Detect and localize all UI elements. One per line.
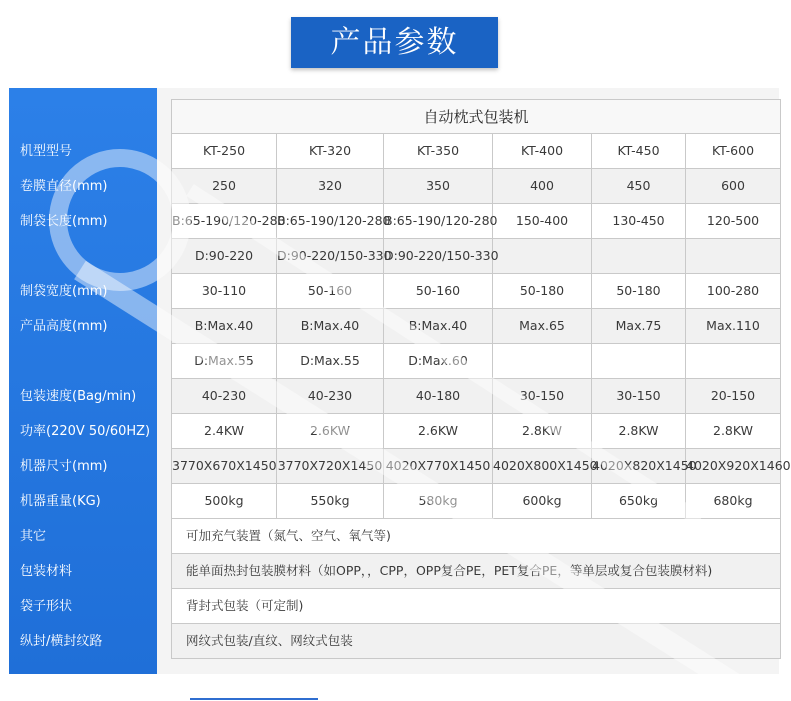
table-cell: 400: [493, 169, 592, 204]
row-label: 包装材料: [20, 564, 73, 579]
row-label: 制袋宽度(mm): [20, 284, 108, 299]
table-cell: B:Max.40: [384, 309, 493, 344]
row-label: 机器重量(KG): [20, 494, 101, 509]
table-cell: KT-350: [384, 134, 493, 169]
table-cell: B:65-190/120-280: [277, 204, 384, 239]
row-label: 机器尺寸(mm): [20, 459, 108, 474]
table-cell: [592, 344, 686, 379]
table-cell: Max.110: [686, 309, 781, 344]
table-cell: 2.8KW: [493, 414, 592, 449]
table-cell-wide: 背封式包装（可定制): [171, 589, 781, 624]
table-cell: 320: [277, 169, 384, 204]
table-cell: Max.65: [493, 309, 592, 344]
table-cell: 580kg: [384, 484, 493, 519]
table-cell: 4020X800X1450: [493, 449, 592, 484]
table-cell: 2.8KW: [686, 414, 781, 449]
table-cell: 50-180: [592, 274, 686, 309]
table-cell: [592, 239, 686, 274]
table-cell: 4020X770X1450: [384, 449, 493, 484]
table-cell: KT-600: [686, 134, 781, 169]
table-cell: 3770X720X1450: [277, 449, 384, 484]
table-cell: B:Max.40: [277, 309, 384, 344]
table-cell: 40-230: [171, 379, 277, 414]
table-cell: KT-320: [277, 134, 384, 169]
row-label: 包装速度(Bag/min): [20, 389, 137, 404]
table-cell-wide: 能单面热封包装膜材料（如OPP，，CPP，OPP复合PE，PET复合PE，等单层或复合包装膜材料): [171, 554, 781, 589]
table-cell: 500kg: [171, 484, 277, 519]
table-cell-wide: 可加充气装置（氮气、空气、氧气等): [171, 519, 781, 554]
table-cell: 3770X670X1450: [171, 449, 277, 484]
table-cell-wide: 网纹式包装/直纹、网纹式包装: [171, 624, 781, 659]
table-cell: D:90-220/150-330: [277, 239, 384, 274]
table-cell: 130-450: [592, 204, 686, 239]
table-cell: 600: [686, 169, 781, 204]
table-cell: KT-250: [171, 134, 277, 169]
table-header: 自动枕式包装机: [171, 99, 781, 134]
table-cell: 250: [171, 169, 277, 204]
table-cell: 450: [592, 169, 686, 204]
table-cell: D:Max.55: [171, 344, 277, 379]
row-label: 袋子形状: [20, 599, 73, 614]
table-cell: 550kg: [277, 484, 384, 519]
table-cell: 30-110: [171, 274, 277, 309]
table-cell: 20-150: [686, 379, 781, 414]
table-cell: 120-500: [686, 204, 781, 239]
table-cell: 40-180: [384, 379, 493, 414]
table-cell: B:65-190/120-280: [171, 204, 277, 239]
page-title: 产品参数: [291, 17, 498, 68]
table-cell: 2.6KW: [277, 414, 384, 449]
row-label: 功率(220V 50/60HZ): [20, 424, 151, 439]
table-cell: D:Max.60: [384, 344, 493, 379]
row-label: 纵封/横封纹路: [20, 634, 103, 649]
row-label: 机型型号: [20, 144, 73, 159]
table-cell: D:Max.55: [277, 344, 384, 379]
table-cell: 100-280: [686, 274, 781, 309]
table-cell: 50-160: [384, 274, 493, 309]
table-cell: 650kg: [592, 484, 686, 519]
table-cell: KT-450: [592, 134, 686, 169]
table-cell: 40-230: [277, 379, 384, 414]
bottom-divider: [190, 698, 318, 700]
table-cell: B:Max.40: [171, 309, 277, 344]
table-cell: [686, 344, 781, 379]
table-cell: D:90-220/150-330: [384, 239, 493, 274]
row-label: 制袋长度(mm): [20, 214, 108, 229]
table-cell: 600kg: [493, 484, 592, 519]
table-cell: 150-400: [493, 204, 592, 239]
table-cell: 4020X920X1460: [686, 449, 781, 484]
table-cell: 30-150: [592, 379, 686, 414]
row-label: 卷膜直径(mm): [20, 179, 108, 194]
table-cell: Max.75: [592, 309, 686, 344]
table-cell: 2.6KW: [384, 414, 493, 449]
table-cell: 30-150: [493, 379, 592, 414]
row-label: 其它: [20, 529, 47, 544]
table-cell: D:90-220: [171, 239, 277, 274]
table-cell: [493, 239, 592, 274]
row-label: 产品高度(mm): [20, 319, 108, 334]
table-cell: 350: [384, 169, 493, 204]
table-cell: 2.8KW: [592, 414, 686, 449]
table-cell: 680kg: [686, 484, 781, 519]
table-cell: [493, 344, 592, 379]
table-cell: 2.4KW: [171, 414, 277, 449]
table-cell: 50-180: [493, 274, 592, 309]
table-cell: 4020X820X1450: [592, 449, 686, 484]
table-cell: KT-400: [493, 134, 592, 169]
table-cell: [686, 239, 781, 274]
table-cell: B:65-190/120-280: [384, 204, 493, 239]
table-cell: 50-160: [277, 274, 384, 309]
